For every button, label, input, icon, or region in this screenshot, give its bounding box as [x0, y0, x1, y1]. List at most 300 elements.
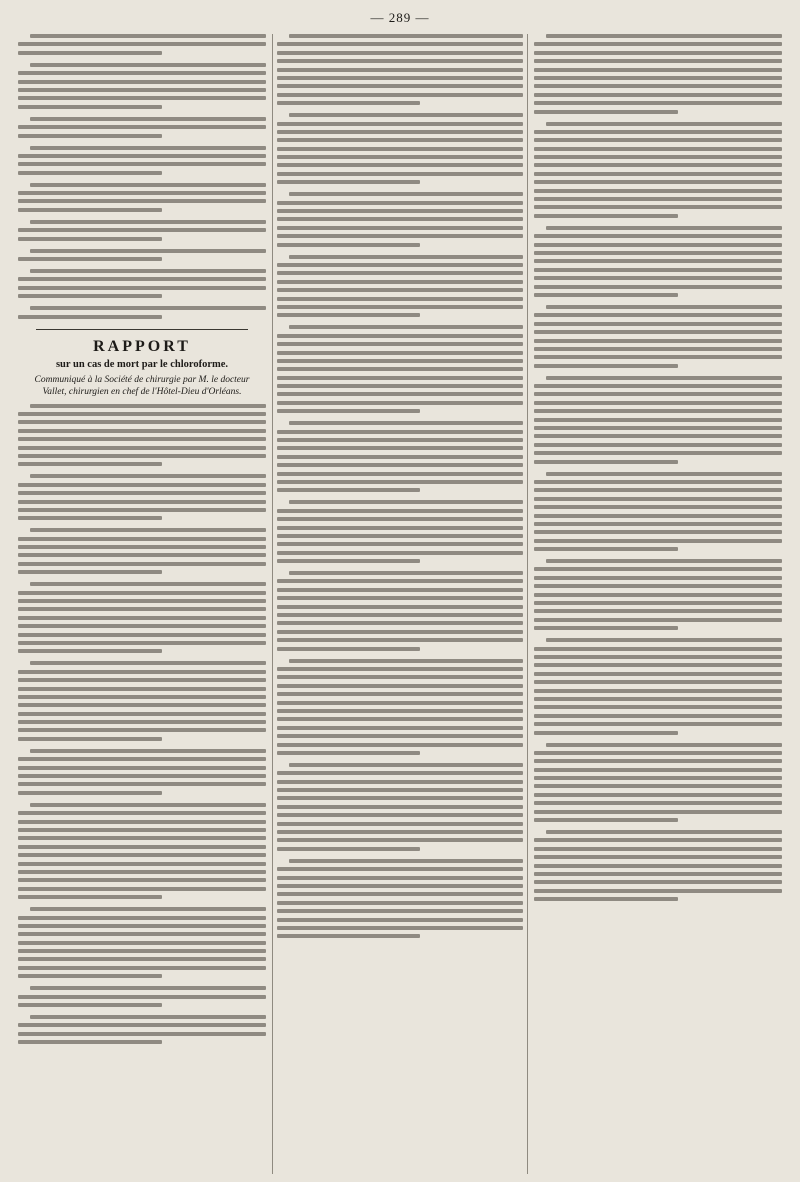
text-line-placeholder	[18, 720, 266, 724]
paragraph-placeholder	[18, 220, 266, 241]
text-line-placeholder	[18, 462, 162, 466]
text-line-placeholder	[546, 638, 782, 642]
text-line-placeholder	[30, 183, 266, 187]
text-line-placeholder	[289, 859, 523, 863]
text-line-placeholder	[18, 828, 266, 832]
text-line-placeholder	[18, 782, 266, 786]
text-line-placeholder	[277, 918, 523, 922]
text-line-placeholder	[289, 421, 523, 425]
text-line-placeholder	[277, 621, 523, 625]
text-line-placeholder	[534, 838, 782, 842]
text-line-placeholder	[18, 616, 266, 620]
text-line-placeholder	[18, 737, 162, 741]
text-line-placeholder	[534, 418, 782, 422]
report-heading: RAPPORT	[93, 337, 191, 355]
text-line-placeholder	[277, 130, 523, 134]
text-line-placeholder	[18, 845, 266, 849]
text-line-placeholder	[534, 460, 678, 464]
report-byline: Communiqué à la Société de chirurgie par M. le docteur Vallet, chirurgien en chef de l'Hôtel-Dieu d'Orléans.	[34, 374, 250, 397]
text-line-placeholder	[534, 251, 782, 255]
text-line-placeholder	[18, 1032, 266, 1036]
text-line-placeholder	[534, 330, 782, 334]
text-line-placeholder	[18, 171, 162, 175]
text-line-placeholder	[18, 51, 162, 55]
text-line-placeholder	[18, 870, 266, 874]
text-line-placeholder	[534, 364, 678, 368]
text-line-placeholder	[534, 234, 782, 238]
text-line-placeholder	[534, 205, 782, 209]
text-line-placeholder	[289, 192, 523, 196]
text-line-placeholder	[534, 593, 782, 597]
text-line-placeholder	[277, 359, 523, 363]
text-line-placeholder	[30, 220, 266, 224]
text-line-placeholder	[534, 567, 782, 571]
text-line-placeholder	[18, 105, 162, 109]
text-line-placeholder	[534, 647, 782, 651]
text-line-placeholder	[30, 1015, 266, 1019]
text-line-placeholder	[289, 34, 523, 38]
text-line-placeholder	[18, 71, 266, 75]
text-line-placeholder	[18, 454, 266, 458]
text-line-placeholder	[18, 895, 162, 899]
text-line-placeholder	[277, 909, 523, 913]
text-line-placeholder	[534, 655, 782, 659]
text-line-placeholder	[534, 663, 782, 667]
text-line-placeholder	[534, 505, 782, 509]
text-line-placeholder	[18, 96, 266, 100]
text-line-placeholder	[30, 528, 266, 532]
text-line-placeholder	[546, 226, 782, 230]
text-line-placeholder	[534, 130, 782, 134]
paragraph-placeholder	[277, 659, 523, 755]
text-line-placeholder	[277, 313, 420, 317]
text-line-placeholder	[534, 243, 782, 247]
text-line-placeholder	[18, 607, 266, 611]
text-line-placeholder	[546, 743, 782, 747]
text-line-placeholder	[277, 743, 523, 747]
text-line-placeholder	[277, 163, 523, 167]
text-line-placeholder	[534, 76, 782, 80]
text-line-placeholder	[277, 605, 523, 609]
text-line-placeholder	[18, 887, 266, 891]
text-line-placeholder	[18, 1040, 162, 1044]
text-line-placeholder	[277, 901, 523, 905]
paragraph-placeholder	[277, 500, 523, 563]
text-line-placeholder	[534, 147, 782, 151]
text-line-placeholder	[18, 162, 266, 166]
text-line-placeholder	[289, 500, 523, 504]
text-line-placeholder	[30, 907, 266, 911]
text-line-placeholder	[534, 609, 782, 613]
text-line-placeholder	[277, 342, 523, 346]
paragraph-placeholder	[534, 743, 782, 823]
text-line-placeholder	[30, 474, 266, 478]
column-right	[530, 34, 786, 1174]
text-line-placeholder	[289, 659, 523, 663]
text-line-placeholder	[534, 793, 782, 797]
text-line-placeholder	[534, 355, 782, 359]
text-line-placeholder	[277, 201, 523, 205]
paragraph-placeholder	[534, 559, 782, 630]
text-line-placeholder	[277, 717, 523, 721]
paragraph-placeholder	[18, 1015, 266, 1044]
text-line-placeholder	[18, 516, 162, 520]
text-line-placeholder	[277, 517, 523, 521]
text-line-placeholder	[18, 924, 266, 928]
text-line-placeholder	[277, 305, 523, 309]
text-line-placeholder	[18, 545, 266, 549]
paragraph-placeholder	[18, 582, 266, 653]
text-line-placeholder	[534, 539, 782, 543]
text-line-placeholder	[30, 661, 266, 665]
text-line-placeholder	[18, 995, 266, 999]
text-line-placeholder	[18, 633, 266, 637]
paragraph-placeholder	[18, 749, 266, 795]
text-line-placeholder	[18, 294, 162, 298]
text-line-placeholder	[18, 766, 266, 770]
text-line-placeholder	[277, 692, 523, 696]
text-line-placeholder	[546, 34, 782, 38]
text-line-placeholder	[534, 451, 782, 455]
paragraph-placeholder	[18, 306, 266, 318]
text-line-placeholder	[277, 751, 420, 755]
text-line-placeholder	[534, 672, 782, 676]
paragraph-placeholder	[277, 255, 523, 318]
text-line-placeholder	[277, 430, 523, 434]
text-line-placeholder	[18, 670, 266, 674]
text-line-placeholder	[18, 1003, 162, 1007]
text-line-placeholder	[534, 626, 678, 630]
paragraph-placeholder	[277, 113, 523, 184]
text-line-placeholder	[277, 155, 523, 159]
text-line-placeholder	[30, 582, 266, 586]
text-line-placeholder	[534, 285, 782, 289]
text-line-placeholder	[277, 280, 523, 284]
text-line-placeholder	[18, 941, 266, 945]
text-line-placeholder	[534, 259, 782, 263]
text-line-placeholder	[277, 788, 523, 792]
text-line-placeholder	[30, 306, 266, 310]
text-line-placeholder	[277, 734, 523, 738]
text-line-placeholder	[18, 483, 266, 487]
text-line-placeholder	[277, 813, 523, 817]
text-line-placeholder	[534, 155, 782, 159]
text-line-placeholder	[18, 687, 266, 691]
text-line-placeholder	[18, 88, 266, 92]
text-line-placeholder	[18, 446, 266, 450]
text-line-placeholder	[277, 42, 523, 46]
paragraph-placeholder	[277, 421, 523, 492]
text-line-placeholder	[277, 542, 523, 546]
text-line-placeholder	[277, 401, 523, 405]
text-line-placeholder	[18, 862, 266, 866]
text-line-placeholder	[277, 822, 523, 826]
paragraph-placeholder	[18, 986, 266, 1007]
text-line-placeholder	[289, 763, 523, 767]
text-line-placeholder	[18, 570, 162, 574]
text-line-placeholder	[18, 125, 266, 129]
paragraph-placeholder	[18, 404, 266, 467]
text-line-placeholder	[277, 455, 523, 459]
paragraph-placeholder	[534, 830, 782, 901]
text-line-placeholder	[277, 438, 523, 442]
text-line-placeholder	[30, 249, 266, 253]
text-line-placeholder	[18, 811, 266, 815]
text-line-placeholder	[534, 731, 678, 735]
text-line-placeholder	[277, 551, 523, 555]
text-line-placeholder	[18, 429, 266, 433]
text-line-placeholder	[18, 774, 266, 778]
text-line-placeholder	[277, 771, 523, 775]
text-line-placeholder	[534, 443, 782, 447]
text-line-placeholder	[277, 288, 523, 292]
text-line-placeholder	[277, 180, 420, 184]
text-line-placeholder	[277, 217, 523, 221]
text-line-placeholder	[277, 876, 523, 880]
paragraph-placeholder	[18, 34, 266, 55]
text-line-placeholder	[18, 916, 266, 920]
text-line-placeholder	[277, 147, 523, 151]
text-line-placeholder	[277, 93, 523, 97]
text-line-placeholder	[277, 367, 523, 371]
text-line-placeholder	[18, 974, 162, 978]
text-line-placeholder	[18, 134, 162, 138]
text-line-placeholder	[534, 768, 782, 772]
text-line-placeholder	[18, 957, 266, 961]
text-line-placeholder	[18, 695, 266, 699]
paragraph-placeholder	[18, 661, 266, 741]
text-line-placeholder	[534, 51, 782, 55]
paragraph-placeholder	[18, 907, 266, 978]
text-line-placeholder	[277, 884, 523, 888]
paragraph-placeholder	[534, 305, 782, 368]
text-line-placeholder	[534, 705, 782, 709]
text-line-placeholder	[534, 384, 782, 388]
text-line-placeholder	[277, 559, 420, 563]
text-line-placeholder	[534, 293, 678, 297]
text-line-placeholder	[277, 526, 523, 530]
text-line-placeholder	[277, 926, 523, 930]
text-line-placeholder	[18, 191, 266, 195]
paragraph-placeholder	[277, 571, 523, 651]
text-line-placeholder	[18, 712, 266, 716]
text-line-placeholder	[534, 101, 782, 105]
text-line-placeholder	[534, 347, 782, 351]
text-line-placeholder	[277, 76, 523, 80]
text-line-placeholder	[277, 243, 420, 247]
text-line-placeholder	[277, 51, 523, 55]
text-line-placeholder	[18, 228, 266, 232]
text-line-placeholder	[18, 678, 266, 682]
left-column-text-top	[18, 34, 266, 319]
text-line-placeholder	[534, 514, 782, 518]
text-line-placeholder	[534, 172, 782, 176]
text-line-placeholder	[18, 757, 266, 761]
text-line-placeholder	[277, 351, 523, 355]
text-line-placeholder	[534, 801, 782, 805]
text-line-placeholder	[277, 334, 523, 338]
text-line-placeholder	[277, 509, 523, 513]
text-line-placeholder	[546, 305, 782, 309]
text-line-placeholder	[534, 872, 782, 876]
text-line-placeholder	[277, 667, 523, 671]
text-line-placeholder	[534, 759, 782, 763]
text-line-placeholder	[277, 226, 523, 230]
text-line-placeholder	[534, 530, 782, 534]
text-line-placeholder	[534, 189, 782, 193]
text-line-placeholder	[534, 480, 782, 484]
text-line-placeholder	[277, 596, 523, 600]
text-columns	[14, 34, 786, 1174]
text-line-placeholder	[18, 491, 266, 495]
text-line-placeholder	[277, 392, 523, 396]
text-line-placeholder	[18, 277, 266, 281]
text-line-placeholder	[18, 315, 162, 319]
paragraph-placeholder	[18, 803, 266, 899]
paragraph-placeholder	[534, 226, 782, 297]
text-line-placeholder	[277, 726, 523, 730]
text-line-placeholder	[18, 949, 266, 953]
text-line-placeholder	[277, 209, 523, 213]
text-line-placeholder	[277, 376, 523, 380]
text-line-placeholder	[534, 697, 782, 701]
text-line-placeholder	[277, 138, 523, 142]
text-line-placeholder	[534, 818, 678, 822]
text-line-placeholder	[277, 409, 420, 413]
text-line-placeholder	[18, 537, 266, 541]
text-line-placeholder	[534, 84, 782, 88]
text-line-placeholder	[277, 638, 523, 642]
text-line-placeholder	[277, 101, 420, 105]
text-line-placeholder	[289, 571, 523, 575]
text-line-placeholder	[18, 437, 266, 441]
text-line-placeholder	[18, 420, 266, 424]
text-line-placeholder	[534, 197, 782, 201]
text-line-placeholder	[18, 154, 266, 158]
text-line-placeholder	[277, 709, 523, 713]
text-line-placeholder	[18, 42, 266, 46]
text-line-placeholder	[534, 784, 782, 788]
text-line-placeholder	[289, 255, 523, 259]
text-line-placeholder	[534, 138, 782, 142]
text-line-placeholder	[534, 42, 782, 46]
text-line-placeholder	[18, 199, 266, 203]
text-line-placeholder	[18, 624, 266, 628]
text-line-placeholder	[30, 986, 266, 990]
text-line-placeholder	[534, 847, 782, 851]
text-line-placeholder	[277, 796, 523, 800]
text-line-placeholder	[18, 791, 162, 795]
paragraph-placeholder	[18, 249, 266, 261]
text-line-placeholder	[277, 805, 523, 809]
text-line-placeholder	[277, 122, 523, 126]
text-line-placeholder	[277, 534, 523, 538]
paragraph-placeholder	[18, 63, 266, 109]
paragraph-placeholder	[277, 34, 523, 105]
text-line-placeholder	[18, 932, 266, 936]
paragraph-placeholder	[18, 269, 266, 298]
text-line-placeholder	[18, 237, 162, 241]
text-line-placeholder	[546, 472, 782, 476]
text-line-placeholder	[277, 647, 420, 651]
text-line-placeholder	[18, 591, 266, 595]
column-left	[14, 34, 270, 1174]
text-line-placeholder	[18, 500, 266, 504]
paragraph-placeholder	[534, 122, 782, 218]
text-line-placeholder	[277, 630, 523, 634]
paragraph-placeholder	[277, 325, 523, 413]
text-line-placeholder	[534, 889, 782, 893]
text-line-placeholder	[277, 172, 523, 176]
text-line-placeholder	[277, 867, 523, 871]
text-line-placeholder	[277, 234, 523, 238]
text-line-placeholder	[546, 122, 782, 126]
text-line-placeholder	[534, 110, 678, 114]
text-line-placeholder	[534, 276, 782, 280]
text-line-placeholder	[534, 268, 782, 272]
text-line-placeholder	[534, 409, 782, 413]
text-line-placeholder	[277, 588, 523, 592]
text-line-placeholder	[30, 146, 266, 150]
text-line-placeholder	[30, 404, 266, 408]
text-line-placeholder	[18, 728, 266, 732]
text-line-placeholder	[534, 576, 782, 580]
text-line-placeholder	[30, 117, 266, 121]
text-line-placeholder	[18, 853, 266, 857]
text-line-placeholder	[277, 701, 523, 705]
text-line-placeholder	[534, 68, 782, 72]
text-line-placeholder	[277, 263, 523, 267]
text-line-placeholder	[534, 680, 782, 684]
text-line-placeholder	[18, 508, 266, 512]
text-line-placeholder	[534, 855, 782, 859]
text-line-placeholder	[277, 488, 420, 492]
text-line-placeholder	[534, 497, 782, 501]
text-line-placeholder	[18, 553, 266, 557]
text-line-placeholder	[30, 63, 266, 67]
text-line-placeholder	[277, 934, 420, 938]
text-line-placeholder	[534, 163, 782, 167]
text-line-placeholder	[30, 34, 266, 38]
text-line-placeholder	[277, 384, 523, 388]
paragraph-placeholder	[277, 763, 523, 851]
column-middle	[272, 34, 528, 1174]
text-line-placeholder	[546, 559, 782, 563]
text-line-placeholder	[18, 208, 162, 212]
text-line-placeholder	[277, 463, 523, 467]
text-line-placeholder	[534, 722, 782, 726]
text-line-placeholder	[30, 749, 266, 753]
text-line-placeholder	[277, 675, 523, 679]
text-line-placeholder	[277, 297, 523, 301]
text-line-placeholder	[277, 68, 523, 72]
text-line-placeholder	[18, 286, 266, 290]
paragraph-placeholder	[534, 638, 782, 734]
text-line-placeholder	[277, 446, 523, 450]
paragraph-placeholder	[18, 528, 266, 574]
text-line-placeholder	[18, 966, 266, 970]
paragraph-placeholder	[18, 146, 266, 175]
text-line-placeholder	[18, 562, 266, 566]
text-line-placeholder	[30, 803, 266, 807]
text-line-placeholder	[277, 613, 523, 617]
text-line-placeholder	[534, 488, 782, 492]
paragraph-placeholder	[534, 34, 782, 114]
text-line-placeholder	[534, 392, 782, 396]
paragraph-placeholder	[277, 859, 523, 939]
text-line-placeholder	[534, 601, 782, 605]
text-line-placeholder	[30, 269, 266, 273]
